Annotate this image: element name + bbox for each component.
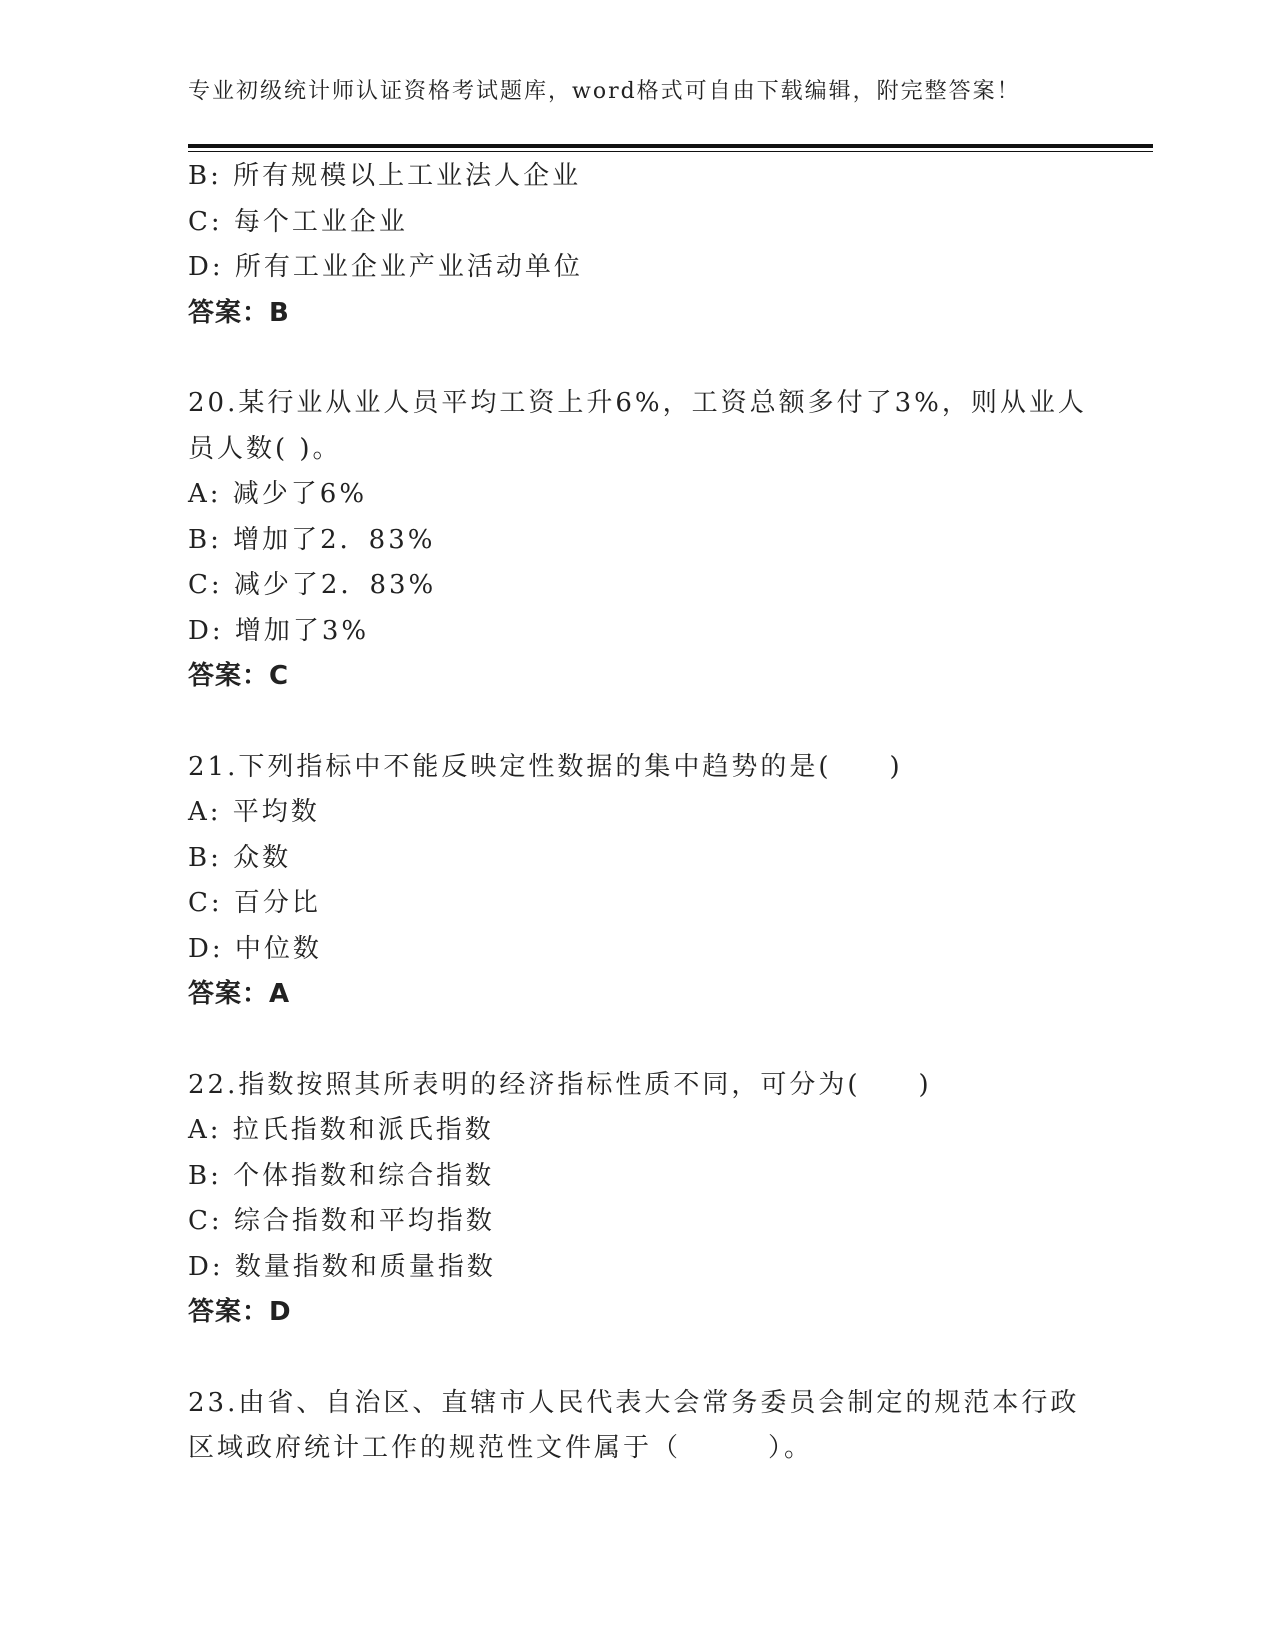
option-a: A: 减少了6% [188,479,368,509]
option-b: B: 增加了2．83% [188,524,436,555]
question-22 [188,1063,1118,1336]
option-c: C: 综合指数和平均指数 [188,1206,495,1236]
option-a: A: 拉氏指数和派氏指数 [188,1115,494,1145]
question-stem-cont: 员人数( )。 [188,433,342,464]
answer-label: 答案：B [188,297,290,328]
header-rule-thin [188,151,1153,152]
question-stem: 22.指数按照其所表明的经济指标性质不同，可分为( ) [188,1069,932,1100]
answer-label: 答案：C [188,661,290,691]
option-c: C: 百分比 [188,888,321,918]
option-d: D: 所有工业企业产业活动单位 [188,252,583,282]
answer-label: 答案：A [188,979,291,1009]
option-b: B: 所有规模以上工业法人企业 [188,161,582,191]
option-d: D: 数量指数和质量指数 [188,1251,496,1282]
question-23 [188,1381,1118,1472]
header-rule-thick [188,144,1153,148]
question-19 [188,154,1118,336]
question-stem-cont: 区域政府统计工作的规范性文件属于（ ）。 [188,1433,814,1463]
option-d: D: 增加了3% [188,615,370,646]
question-stem: 21.下列指标中不能反映定性数据的集中趋势的是( ) [188,751,903,782]
option-d: D: 中位数 [188,933,322,964]
answer-label: 答案：D [188,1297,292,1327]
question-20 [188,381,1118,700]
option-c: C: 减少了2．83% [188,570,437,600]
question-list [188,154,1118,1472]
option-b: B: 个体指数和综合指数 [188,1160,495,1191]
option-a: A: 平均数 [188,797,320,827]
page-header: 专业初级统计师认证资格考试题库，word格式可自由下载编辑，附完整答案！ [188,79,1021,104]
question-stem: 20.某行业从业人员平均工资上升6%，工资总额多付了3%，则从业人 [188,388,1087,418]
option-b: B: 众数 [188,842,292,873]
question-stem: 23.由省、自治区、直辖市人民代表大会常务委员会制定的规范本行政 [188,1387,1080,1418]
option-c: C: 每个工业企业 [188,206,408,237]
question-21 [188,745,1118,1018]
